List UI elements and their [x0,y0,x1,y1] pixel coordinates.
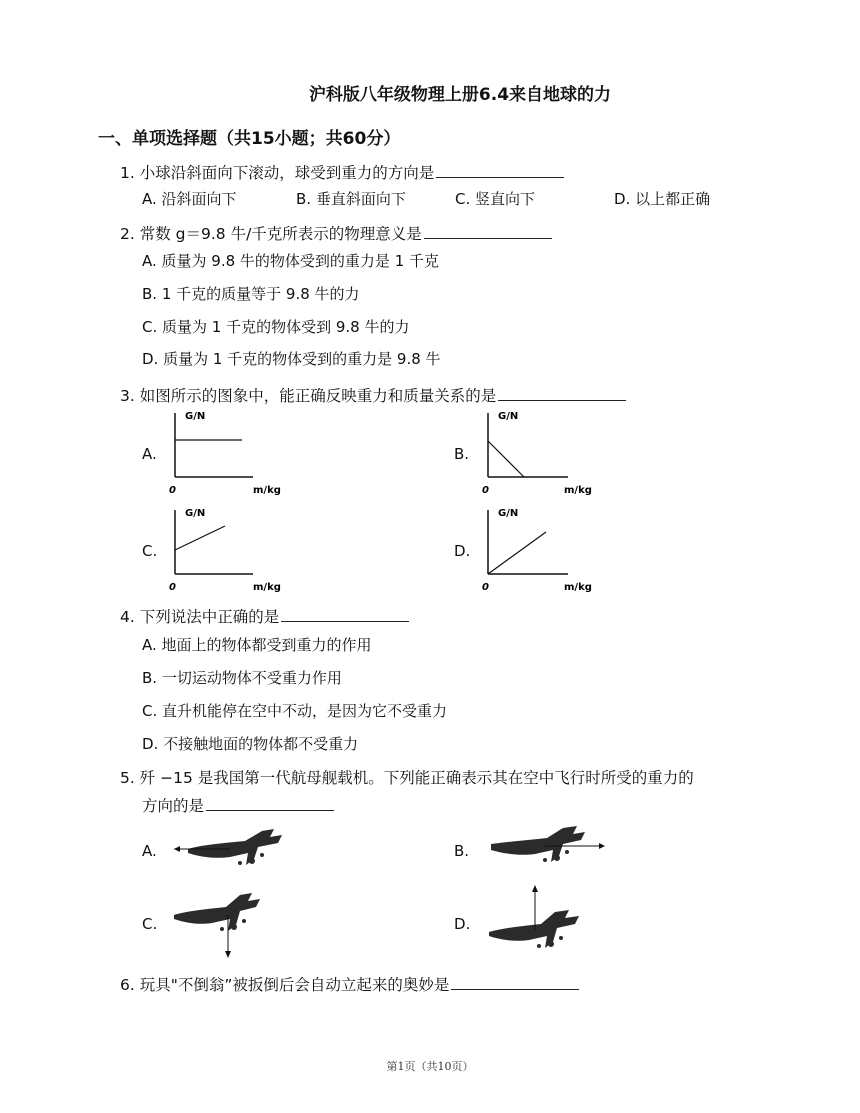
answer-blank[interactable] [424,222,552,239]
question-number: 3. [120,387,135,405]
graph-b[interactable] [478,405,603,500]
graph-d[interactable] [478,502,603,597]
plane-image-c[interactable] [170,885,270,960]
plane-icon [491,826,585,862]
option-a[interactable]: A. 沿斜面向下 [142,190,237,208]
question-number: 6. [120,976,135,994]
graph-c[interactable] [165,502,285,597]
option-b[interactable]: B. [454,445,470,463]
option-c[interactable]: C. 直升机能停在空中不动，是因为它不受重力 [142,702,448,720]
answer-blank[interactable] [206,794,334,811]
option-d[interactable]: D. [454,542,471,560]
question-text: 小球沿斜面向下滚动，球受到重力的方向是 [139,164,435,182]
option-a[interactable]: A. 质量为 9.8 牛的物体受到的重力是 1 千克 [142,252,440,270]
question-text: 如图所示的图象中，能正确反映重力和质量关系的是 [139,387,497,405]
question-text: 歼 −15 是我国第一代航母舰载机。下列能正确表示其在空中飞行时所受的重力的 [139,769,694,787]
option-b[interactable]: B. [454,842,470,860]
graph-a[interactable] [165,405,285,500]
y-axis-label: G/N [498,411,519,422]
question-5 [120,766,694,788]
option-d[interactable]: D. 以上都正确 [614,190,711,208]
option-d[interactable]: D. 不接触地面的物体都不受重力 [142,735,359,753]
option-b[interactable]: B. 垂直斜面向下 [296,190,406,208]
origin-label: 0 [482,582,489,593]
origin-label: 0 [482,485,489,496]
question-number: 2. [120,225,135,243]
origin-label: 0 [169,485,176,496]
plane-icon [174,893,260,931]
origin-label: 0 [169,582,176,593]
question-number: 1. [120,164,135,182]
question-number: 5. [120,769,135,787]
option-b[interactable]: B. 1 千克的质量等于 9.8 牛的力 [142,285,360,303]
option-c[interactable]: C. [142,542,158,560]
y-axis-label: G/N [185,411,206,422]
plane-icon [489,910,579,948]
plane-image-a[interactable] [170,825,295,875]
y-axis-label: G/N [185,508,206,519]
question-5-continued [142,794,334,816]
question-text: 方向的是 [142,797,205,815]
plane-icon [188,829,282,865]
option-d[interactable]: D. [454,915,471,933]
answer-blank[interactable] [451,973,579,990]
answer-blank[interactable] [281,605,409,622]
answer-blank[interactable] [436,161,564,178]
graph-line [488,532,546,574]
graph-line [488,441,524,477]
x-axis-label: m/kg [253,485,281,496]
question-4 [120,605,409,627]
answer-blank[interactable] [498,384,626,401]
question-text: 常数 g＝9.8 牛/千克所表示的物理意义是 [139,225,422,243]
question-1 [120,161,564,183]
plane-image-b[interactable] [485,820,610,875]
page-title: 沪科版八年级物理上册6.4来自地球的力 [308,85,612,105]
option-a[interactable]: A. [142,445,157,463]
page-footer: 第1页（共10页） [386,1060,474,1073]
option-d[interactable]: D. 质量为 1 千克的物体受到的重力是 9.8 牛 [142,350,441,368]
question-text: 下列说法中正确的是 [139,608,280,626]
x-axis-label: m/kg [564,582,592,593]
option-b[interactable]: B. 一切运动物体不受重力作用 [142,669,342,687]
y-axis-label: G/N [498,508,519,519]
option-a[interactable]: A. [142,842,157,860]
plane-image-d[interactable] [485,880,595,960]
question-number: 4. [120,608,135,626]
graph-line [175,526,225,550]
x-axis-label: m/kg [253,582,281,593]
question-text: 玩具"不倒翁”被扳倒后会自动立起来的奥妙是 [139,976,450,994]
question-2 [120,222,552,244]
section-heading: 一、单项选择题（共15小题；共60分） [98,129,401,149]
option-c[interactable]: C. 质量为 1 千克的物体受到 9.8 牛的力 [142,318,410,336]
question-3 [120,384,626,406]
option-a[interactable]: A. 地面上的物体都受到重力的作用 [142,636,372,654]
option-c[interactable]: C. [142,915,158,933]
x-axis-label: m/kg [564,485,592,496]
option-c[interactable]: C. 竖直向下 [455,190,536,208]
question-6 [120,973,579,995]
